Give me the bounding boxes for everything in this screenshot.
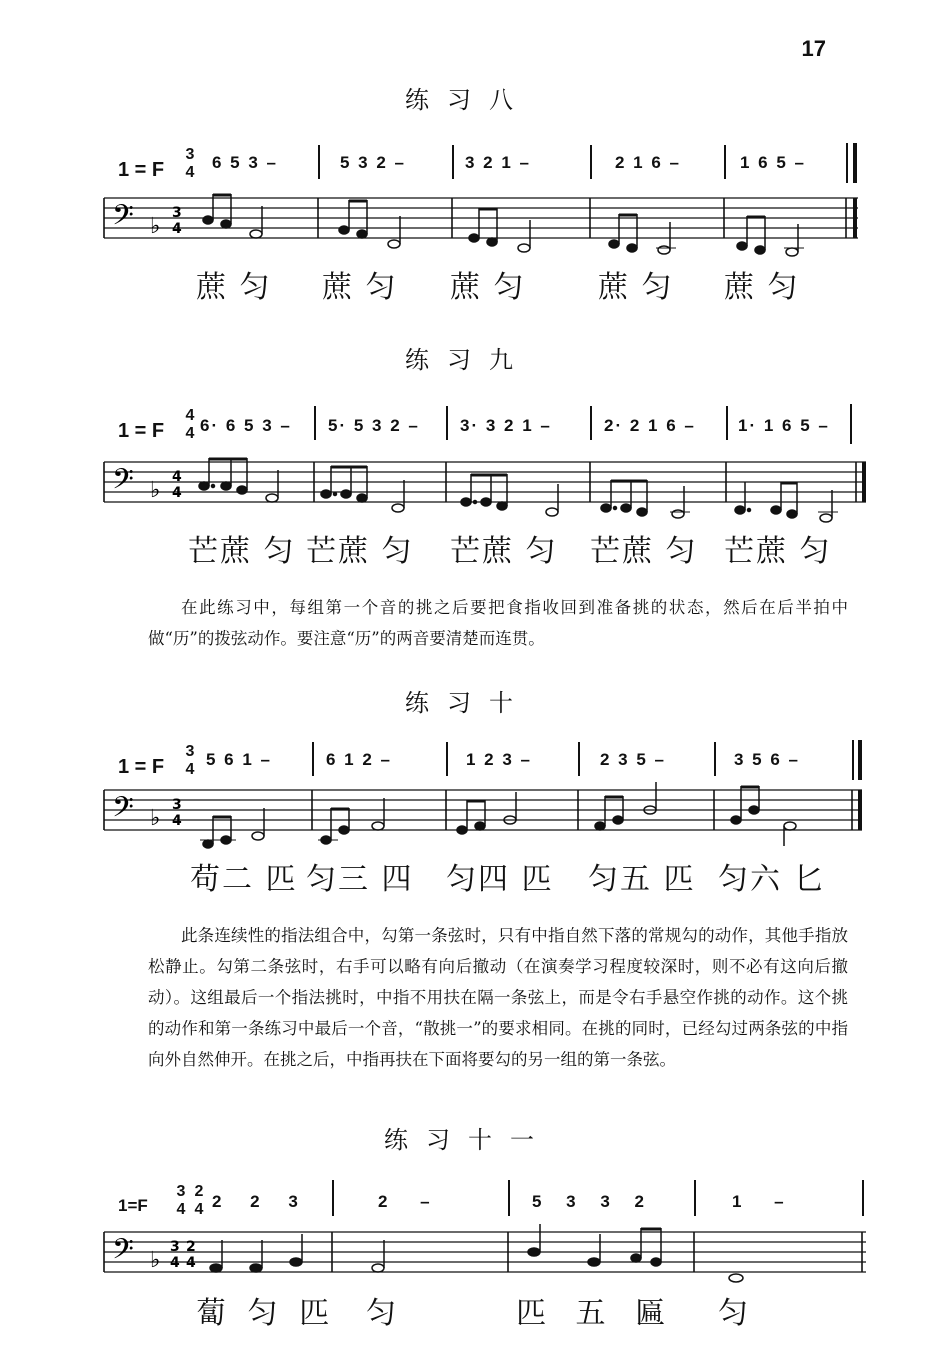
tab-symbol: 芒蔗 匀 <box>306 534 414 569</box>
barline <box>714 742 716 776</box>
bass-clef-icon: 𝄢 <box>112 791 134 831</box>
bass-clef-icon: 𝄢 <box>112 199 134 239</box>
flat-icon: ♭ <box>150 806 161 831</box>
jianpu-measure: 3 5 6 – <box>734 750 800 769</box>
staff-notes-icon <box>203 194 804 256</box>
bass-staff <box>0 452 936 532</box>
tab-symbol: 匹 五 匾 <box>516 1296 676 1331</box>
jianpu-measure: 5 3 3 2 <box>532 1192 654 1211</box>
final-barline <box>858 740 862 780</box>
svg-text:4: 4 <box>170 1255 180 1271</box>
barline <box>318 145 320 179</box>
final-barline <box>853 143 857 183</box>
tablature-line <box>0 522 936 572</box>
staff-time-signature-icon <box>172 797 182 829</box>
key-signature: 1 = F <box>118 756 165 778</box>
tab-symbol: 芒蔗 匀 <box>450 534 558 569</box>
staff-time-signature-icon <box>172 469 182 501</box>
barline <box>314 406 316 440</box>
barline <box>508 1180 510 1216</box>
tab-symbol: 芒蔗 匀 <box>590 534 698 569</box>
jianpu-measure: 2 3 5 – <box>600 750 666 769</box>
barline <box>862 1180 864 1216</box>
svg-text:4: 4 <box>172 813 182 829</box>
svg-text:3: 3 <box>172 205 182 221</box>
time-signature-top: 3 <box>176 1183 186 1200</box>
jianpu-measure: 5 3 2 – <box>340 153 406 172</box>
flat-icon: ♭ <box>150 1248 161 1273</box>
barline <box>452 145 454 179</box>
svg-text:4: 4 <box>172 469 182 485</box>
key-signature: 1 = F <box>118 420 165 442</box>
paragraph-text: 在此练习中，每组第一个音的挑之后要把食指收回到准备挑的状态，然后在后半拍中做“历”的拨弦动作。要注意“历”的两音要清楚而连贯。 <box>148 598 848 648</box>
jianpu-measure: 3· 3 2 1 – <box>460 416 552 435</box>
instruction-paragraph <box>148 920 848 1075</box>
tab-symbol: 蔗 匀 <box>724 270 800 305</box>
barline <box>446 406 448 440</box>
svg-text:2: 2 <box>186 1239 196 1255</box>
jianpu-measure: 2 – <box>378 1192 444 1211</box>
tab-symbol: 苟二 匹 <box>190 862 298 897</box>
time-signature-top: 4 <box>185 407 195 424</box>
bass-staff <box>0 780 936 850</box>
barline <box>312 742 314 776</box>
exercise-title: 练习八 <box>405 86 531 114</box>
tab-symbol: 匀三 四 <box>306 862 414 897</box>
jianpu-measure: 2 2 3 <box>212 1192 310 1211</box>
jianpu-measure: 5 6 1 – <box>206 750 272 769</box>
exercise-title: 练习九 <box>405 346 531 374</box>
staff-time-signature-icon <box>172 205 182 237</box>
tab-symbol: 匀五 匹 <box>588 862 696 897</box>
tab-symbol: 蔗 匀 <box>322 270 398 305</box>
time-signature-bottom: 4 <box>185 164 195 181</box>
time-signature-top: 3 <box>185 146 195 163</box>
time-signature-bottom: 4 <box>185 425 195 442</box>
staff-notes-icon <box>200 782 796 848</box>
page-number: 17 <box>801 36 826 61</box>
paragraph-text: 此条连续性的指法组合中，勾第一条弦时，只有中指自然下落的常规勾的动作，其他手指放松静止。勾第二条弦时，右手可以略有向后撤动（在演奏学习程度较深时，则不必有这向后撤动）。这组最后一个指法挑时，中指不用扶在隔一条弦上，而是令右手悬空作挑的动作。这个挑的动作和第一条练习中最后一个音，“散挑一”的要求相同。在挑的同时，已经勾过两条弦的中指向外自然伸开。在挑之后，中指再扶在下面将要勾的另一组的第一条弦。 <box>148 926 848 1069</box>
jianpu-measure: 2· 2 1 6 – <box>604 416 696 435</box>
tablature-line <box>0 258 936 308</box>
jianpu-measure: 6· 6 5 3 – <box>200 416 292 435</box>
tab-symbol: 蔔 匀 匹 <box>196 1296 336 1331</box>
jianpu-measure: 1 – <box>732 1192 798 1211</box>
staff-time-signature-icon <box>170 1239 196 1271</box>
barline <box>446 742 448 776</box>
tab-symbol: 匀六 匕 <box>718 862 826 897</box>
instruction-paragraph <box>148 592 848 654</box>
key-signature: 1 = F <box>118 159 165 181</box>
bass-staff <box>0 188 936 258</box>
svg-text:4: 4 <box>172 485 182 501</box>
jianpu-measure: 6 5 3 – <box>212 153 278 172</box>
jianpu-measure: 1· 1 6 5 – <box>738 416 830 435</box>
time-signature-bottom: 4 <box>185 761 195 778</box>
tab-symbol: 匀四 匹 <box>446 862 554 897</box>
tab-symbol: 蔗 匀 <box>598 270 674 305</box>
flat-icon: ♭ <box>150 214 161 239</box>
time-signature-top: 3 <box>185 743 195 760</box>
barline <box>590 145 592 179</box>
svg-text:3: 3 <box>172 797 182 813</box>
time-signature-top: 2 <box>194 1183 204 1200</box>
time-signature-bottom: 4 <box>176 1201 186 1218</box>
staff-notes-icon <box>210 1224 743 1282</box>
exercise-title: 练习十一 <box>384 1126 552 1154</box>
barline <box>852 740 854 780</box>
barline <box>694 1180 696 1216</box>
tab-symbol: 匀 <box>366 1296 398 1331</box>
jianpu-measure: 1 2 3 – <box>466 750 532 769</box>
bass-staff <box>0 1222 936 1292</box>
tab-symbol: 匀 <box>718 1296 750 1331</box>
tab-symbol: 芒蔗 匀 <box>724 534 832 569</box>
jianpu-measure: 2 1 6 – <box>615 153 681 172</box>
svg-text:4: 4 <box>172 221 182 237</box>
time-signature-bottom: 4 <box>194 1201 204 1218</box>
bass-clef-icon: 𝄢 <box>112 463 134 503</box>
barline <box>846 143 848 183</box>
jianpu-measure: 6 1 2 – <box>326 750 392 769</box>
jianpu-measure: 1 6 5 – <box>740 153 806 172</box>
bass-clef-icon: 𝄢 <box>112 1233 134 1273</box>
tab-symbol: 芒蔗 匀 <box>188 534 296 569</box>
jianpu-measure: 5· 5 3 2 – <box>328 416 420 435</box>
exercise-title: 练习十 <box>405 689 531 717</box>
tab-symbol: 蔗 匀 <box>450 270 526 305</box>
staff-notes-icon <box>199 458 838 522</box>
barline <box>332 1180 334 1216</box>
flat-icon: ♭ <box>150 478 161 503</box>
barline <box>590 406 592 440</box>
tablature-line <box>0 1284 936 1334</box>
svg-text:4: 4 <box>186 1255 196 1271</box>
barline <box>726 406 728 440</box>
barline <box>850 404 852 444</box>
key-signature: 1=F <box>118 1196 148 1215</box>
svg-text:3: 3 <box>170 1239 180 1255</box>
jianpu-measure: 3 2 1 – <box>465 153 531 172</box>
barline <box>724 145 726 179</box>
tab-symbol: 蔗 匀 <box>196 270 272 305</box>
tablature-line <box>0 850 936 900</box>
barline <box>578 742 580 776</box>
